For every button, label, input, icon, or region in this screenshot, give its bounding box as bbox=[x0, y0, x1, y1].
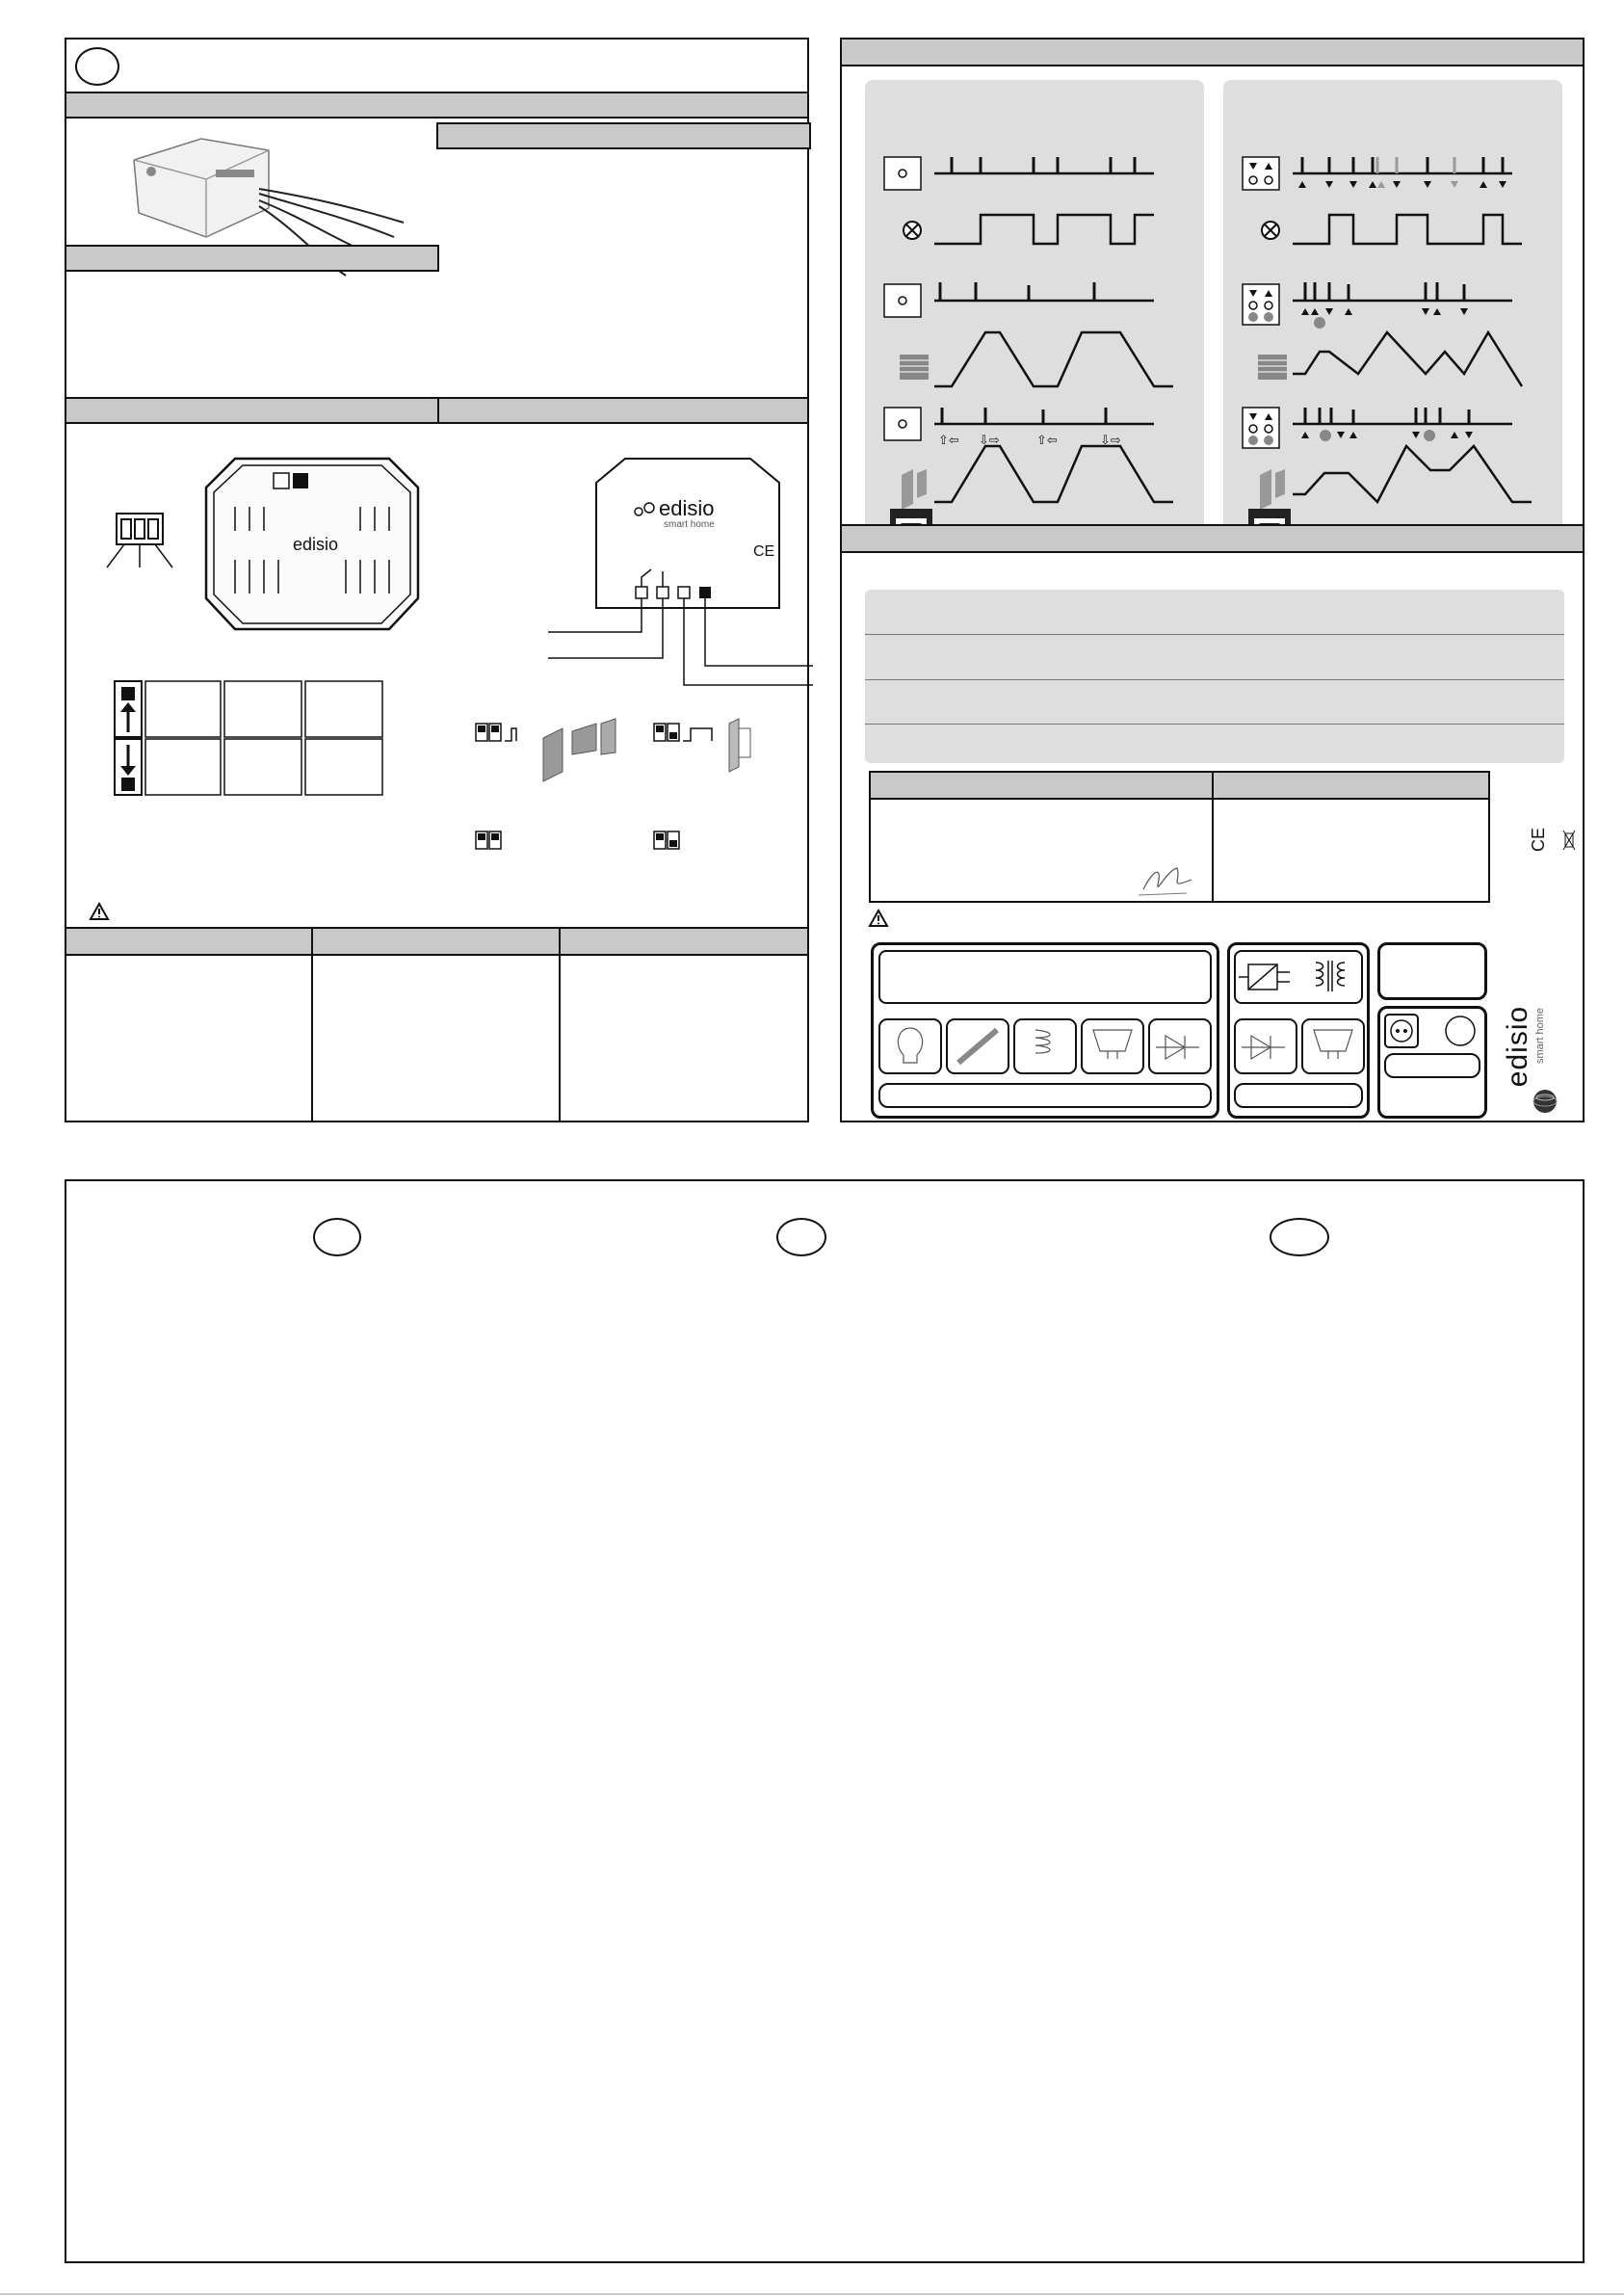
language-circle bbox=[75, 47, 119, 86]
brand-tagline-vertical: smart home bbox=[1534, 1007, 1547, 1065]
wiring-brand-text: edisio bbox=[659, 496, 715, 520]
specs-row-divider bbox=[865, 679, 1564, 680]
section-header-bar bbox=[65, 245, 439, 272]
divider bbox=[437, 397, 439, 424]
language-circle bbox=[1270, 1218, 1329, 1256]
info-box bbox=[1377, 942, 1487, 1000]
wiring-brand-tagline: smart home bbox=[664, 519, 715, 530]
svg-text:⇧⇦: ⇧⇦ bbox=[1036, 434, 1058, 448]
svg-text:⇩⇨: ⇩⇨ bbox=[979, 434, 1000, 448]
table-divider bbox=[311, 927, 313, 1122]
module-brand-text: edisio bbox=[293, 535, 339, 554]
signature bbox=[1139, 860, 1196, 899]
specs-row-divider bbox=[865, 634, 1564, 635]
declaration-header bbox=[869, 771, 1490, 800]
warning-icon bbox=[869, 910, 888, 927]
transformer-load-icons bbox=[1232, 1016, 1367, 1076]
declaration-divider bbox=[1212, 771, 1214, 903]
load-type-icons bbox=[877, 1016, 1219, 1076]
table-header-bar bbox=[65, 927, 809, 956]
svg-text:⇩⇨: ⇩⇨ bbox=[1100, 434, 1121, 448]
section-header-bar bbox=[840, 38, 1585, 66]
dual-button-timing-diagrams bbox=[1223, 80, 1562, 544]
brand-name-vertical: edisio bbox=[1502, 1005, 1534, 1088]
warning-icon bbox=[90, 903, 109, 920]
load-types-footer bbox=[878, 1083, 1212, 1108]
module-top-view bbox=[196, 454, 428, 637]
transformer-icons bbox=[1234, 955, 1363, 999]
jumper-mode-diagrams bbox=[471, 714, 808, 858]
wiring-diagram bbox=[543, 454, 813, 704]
specs-row-divider bbox=[865, 724, 1564, 725]
ce-mark-small: CE bbox=[1529, 827, 1549, 853]
table-divider bbox=[559, 927, 561, 1122]
right-diagram-panel bbox=[840, 38, 1585, 1122]
dip-switch-diagram bbox=[76, 512, 182, 598]
brand-globe-icon bbox=[1532, 1088, 1559, 1115]
socket-icon bbox=[1383, 1013, 1480, 1051]
language-circle bbox=[313, 1218, 361, 1256]
up-down-table bbox=[113, 679, 402, 800]
left-instruction-panel bbox=[65, 38, 809, 1122]
single-button-timing-diagrams bbox=[865, 80, 1204, 544]
load-types-header bbox=[878, 950, 1212, 1004]
weee-bin-icon bbox=[1562, 830, 1576, 851]
specs-table bbox=[865, 590, 1564, 763]
svg-text:⇧⇦: ⇧⇦ bbox=[938, 434, 959, 448]
section-header-bar bbox=[436, 122, 811, 149]
section-header-bar bbox=[65, 92, 809, 119]
transformer-footer bbox=[1234, 1083, 1363, 1108]
multilingual-text-panel bbox=[65, 1179, 1585, 2263]
section-header-bar bbox=[840, 524, 1585, 553]
page-bottom-rule bbox=[0, 2293, 1624, 2295]
language-circle bbox=[776, 1218, 826, 1256]
socket-footer bbox=[1384, 1053, 1480, 1078]
ce-mark: CE bbox=[753, 543, 775, 560]
